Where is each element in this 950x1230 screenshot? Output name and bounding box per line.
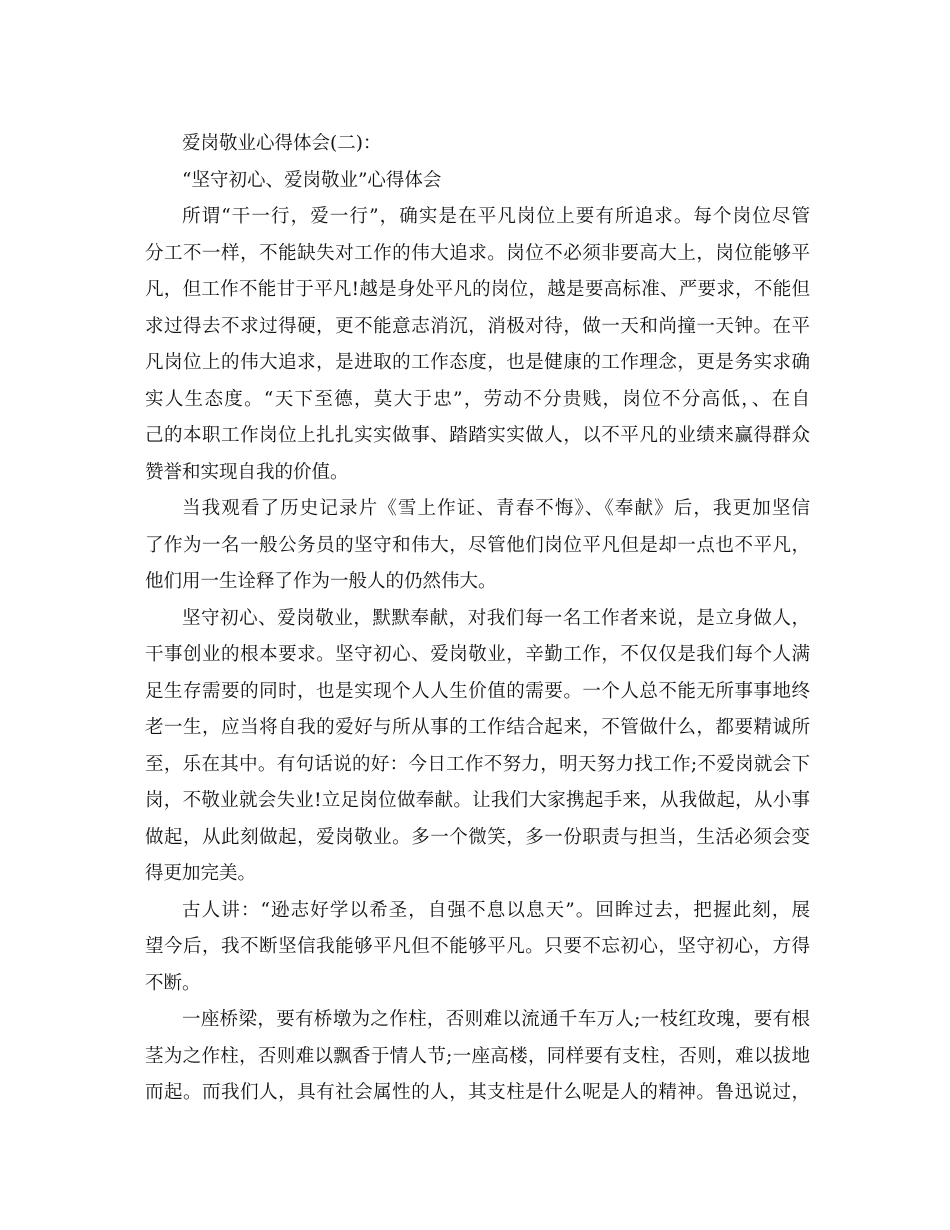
paragraph-line: 不断。 <box>145 972 201 994</box>
paragraph-4 <box>145 893 810 1003</box>
paragraph-line: 足生存需要的同时，也是实现个人人生价值的需要。一个人总不能无所事事地终 <box>145 680 810 702</box>
paragraph-line: 茎为之作柱，否则难以飘香于情人节;一座高楼，同样要有支柱，否则，难以拔地 <box>145 1045 810 1067</box>
paragraph-line: 了作为一名一般公务员的坚守和伟大，尽管他们岗位平凡但是却一点也不平凡， <box>145 534 810 556</box>
paragraph-line: 实人生态度。“天下至德，莫大于忠”，劳动不分贵贱，岗位不分高低，、在自 <box>145 388 810 410</box>
paragraph-line: 一座桥梁，要有桥墩为之作柱，否则难以流通千车万人;一枝红玫瑰，要有根 <box>182 1009 810 1030</box>
document-heading: 爱岗敬业心得体会(二)： <box>182 133 382 154</box>
paragraph-line: 望今后，我不断坚信我能够平凡但不能够平凡。只要不忘初心，坚守初心，方得 <box>145 936 810 957</box>
paragraph-3 <box>145 601 810 893</box>
paragraph-line: 坚守初心、爱岗敬业，默默奉献，对我们每一名工作者来说，是立身做人， <box>182 607 810 629</box>
paragraph-line: 岗，不敬业就会失业!立足岗位做奉献。让我们大家携起手来，从我做起，从小事 <box>145 790 811 811</box>
paragraph-line: 古人讲：“逊志好学以希圣，自强不息以息天”。回眸过去，把握此刻，展 <box>182 899 810 921</box>
paragraph-line: 求过得去不求过得硬，更不能意志消沉，消极对待，做一天和尚撞一天钟。在平 <box>145 315 810 337</box>
paragraph-line: 而起。而我们人，具有社会属性的人，其支柱是什么呢是人的精神。鲁迅说过， <box>145 1082 810 1103</box>
paragraph-line: 凡岗位上的伟大追求，是进取的工作态度，也是健康的工作理念，更是务实求确 <box>145 352 810 373</box>
paragraph-1 <box>145 199 810 491</box>
paragraph-line: 所谓“干一行，爱一行”，确实是在平凡岗位上要有所追求。每个岗位尽管 <box>182 206 810 227</box>
paragraph-5 <box>145 1002 810 1112</box>
paragraph-line: 至，乐在其中。有句话说的好：今日工作不努力，明天努力找工作;不爱岗就会下 <box>145 753 810 775</box>
paragraph-line: 干事创业的根本要求。坚守初心、爱岗敬业，辛勤工作，不仅仅是我们每个人满 <box>145 644 810 665</box>
paragraph-line: 当我观看了历史记录片《雪上作证、青春不悔》、《奉献》后，我更加坚信 <box>182 498 810 519</box>
paragraph-line: 老一生，应当将自我的爱好与所从事的工作结合起来，不管做什么，都要精诚所 <box>145 717 810 738</box>
paragraph-2 <box>145 491 810 601</box>
paragraph-line: 他们用一生诠释了作为一般人的仍然伟大。 <box>145 571 497 592</box>
paragraph-line: 赞誉和实现自我的价值。 <box>145 461 349 483</box>
paragraph-line: 分工不一样，不能缺失对工作的伟大追求。岗位不必须非要高大上，岗位能够平 <box>145 242 810 264</box>
paragraph-line: 做起，从此刻做起，爱岗敬业。多一个微笑，多一份职责与担当，生活必须会变 <box>145 826 810 848</box>
document-body <box>145 126 810 1112</box>
paragraph-line: 凡，但工作不能甘于平凡!越是身处平凡的岗位，越是要高标准、严要求，不能但 <box>145 279 810 300</box>
document-subtitle: “坚守初心、爱岗敬业”心得体会 <box>182 169 442 191</box>
paragraph-line: 己的本职工作岗位上扎扎实实做事、踏踏实实做人，以不平凡的业绩来赢得群众 <box>145 425 810 446</box>
paragraph-line: 得更加完美。 <box>145 863 257 884</box>
